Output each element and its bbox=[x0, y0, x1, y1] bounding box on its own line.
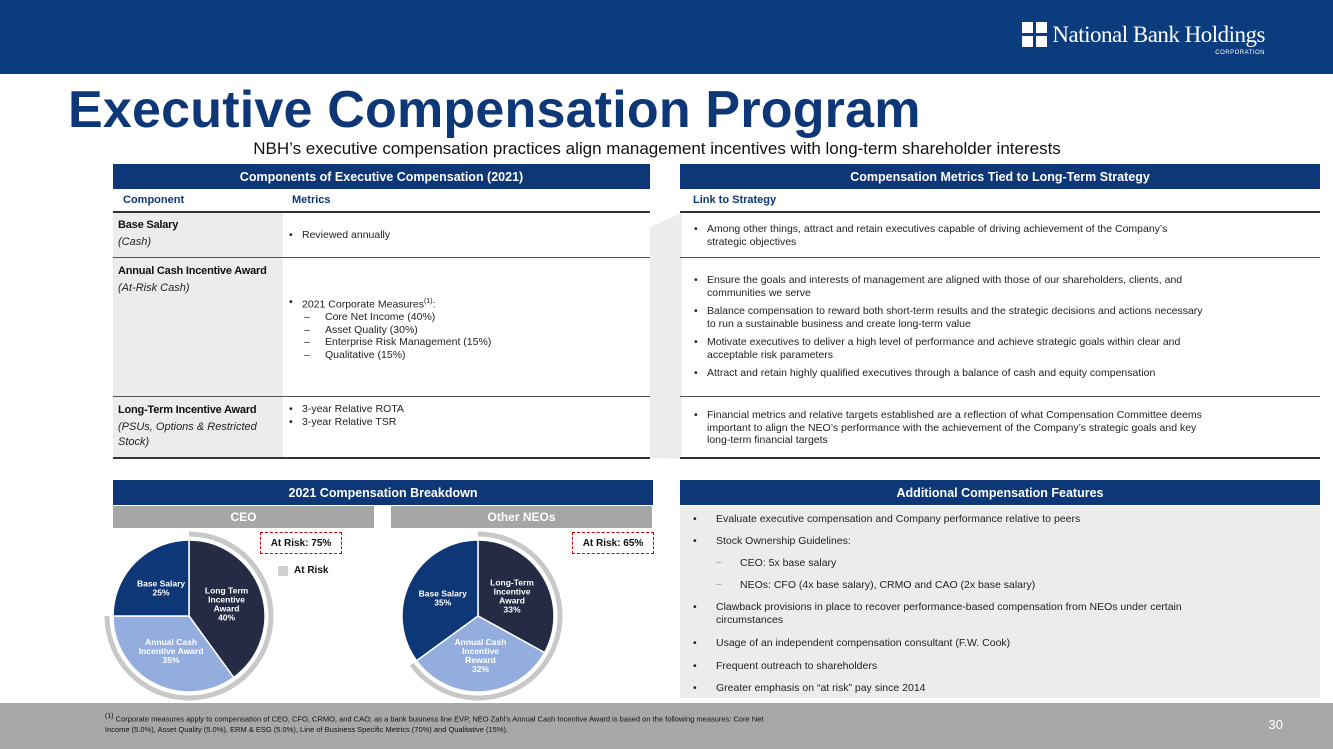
neo-pie-chart bbox=[393, 531, 563, 701]
page-number: 30 bbox=[1268, 717, 1283, 732]
bullet: • bbox=[693, 601, 697, 613]
feature-subitem: CEO: 5x base salary bbox=[740, 557, 837, 569]
breakdown-header: 2021 Compensation Breakdown bbox=[113, 480, 653, 505]
strategy-row-1 bbox=[693, 223, 1208, 248]
list-item: • Reviewed annually bbox=[288, 229, 638, 242]
dash: – bbox=[716, 557, 722, 568]
lti-title: Long-Term Incentive Award bbox=[118, 404, 257, 416]
ceo-pie-chart bbox=[104, 531, 274, 701]
footnote-ref: (1) bbox=[424, 298, 433, 305]
slice-label-line: Award bbox=[499, 595, 525, 606]
bullet: • bbox=[693, 535, 697, 547]
feature-item: Greater emphasis on “at risk” pay since 2014 bbox=[716, 682, 926, 694]
slice-label-line: Base Salary bbox=[418, 588, 467, 599]
brand-logo[interactable] bbox=[1022, 22, 1265, 56]
measures-colon: : bbox=[432, 298, 436, 311]
neo-subheader: Other NEOs bbox=[391, 506, 652, 528]
slice-label-line: Long Term bbox=[204, 585, 249, 596]
annual-cash-metrics bbox=[288, 296, 638, 361]
strategy-row-3 bbox=[693, 409, 1208, 447]
footnote bbox=[105, 712, 785, 735]
footnote-marker: (1) bbox=[105, 713, 114, 720]
slice-label-line: Base Salary bbox=[136, 578, 186, 589]
page-title: Executive Compensation Program bbox=[68, 81, 921, 139]
ceo-at-risk-badge: At Risk: 75% bbox=[260, 532, 342, 554]
list-subitem: – Enterprise Risk Management (15%) bbox=[288, 336, 638, 349]
feature-item: Stock Ownership Guidelines: bbox=[716, 535, 851, 547]
lti-sub: (PSUs, Options & Restricted Stock) bbox=[118, 421, 257, 448]
list-item: • Balance compensation to reward both short-term results and the strategic decisions and actions necessary to run a sustainable business and create long-term value bbox=[693, 305, 1208, 330]
slice-label-line: Long-Term bbox=[490, 577, 534, 588]
connector-shape bbox=[650, 213, 682, 459]
slice-label-line: Annual Cash bbox=[145, 637, 198, 648]
slice-label-line: Incentive Award bbox=[138, 646, 204, 657]
base-salary-sub: (Cash) bbox=[118, 236, 152, 248]
legend-label: At Risk bbox=[294, 565, 329, 576]
base-salary-metrics bbox=[288, 229, 638, 242]
slice-label-line: 25% bbox=[152, 587, 170, 598]
slice-label-line: 35% bbox=[434, 597, 452, 608]
slice-label-line: Incentive bbox=[493, 586, 531, 597]
col-link: Link to Strategy bbox=[693, 194, 777, 206]
slice-label-line: 40% bbox=[218, 612, 236, 623]
four-squares-logo-icon bbox=[1022, 22, 1047, 47]
divider bbox=[113, 457, 650, 459]
list-item: • Motivate executives to deliver a high level of performance and achieve strategic goals within clear and acceptable risk parameters bbox=[693, 336, 1208, 361]
feature-item: Frequent outreach to shareholders bbox=[716, 660, 878, 672]
ceo-subheader: CEO bbox=[113, 506, 374, 528]
divider bbox=[680, 457, 1320, 459]
feature-item: Usage of an independent compensation consultant (F.W. Cook) bbox=[716, 637, 1011, 649]
slice-label-line: Reward bbox=[465, 654, 496, 665]
neo-at-risk-badge: At Risk: 65% bbox=[572, 532, 654, 554]
measures-label: 2021 Corporate Measures bbox=[302, 298, 424, 311]
list-item: • 3-year Relative ROTA bbox=[288, 403, 638, 416]
divider bbox=[680, 257, 1320, 258]
feature-item: Clawback provisions in place to recover performance-based compensation from NEOs under certain circumstances bbox=[716, 601, 1182, 626]
annual-cash-sub: (At-Risk Cash) bbox=[118, 282, 190, 294]
legend-swatch bbox=[278, 566, 288, 576]
feature-subitem: NEOs: CFO (4x base salary), CRMO and CAO (2x base salary) bbox=[740, 579, 1036, 591]
list-item: • Attract and retain highly qualified executives through a balance of cash and equity compensation bbox=[693, 367, 1208, 380]
list-subitem: – Core Net Income (40%) bbox=[288, 311, 638, 324]
lti-metrics bbox=[288, 403, 638, 428]
col-metrics: Metrics bbox=[292, 194, 331, 206]
row-bg bbox=[113, 258, 283, 396]
list-item bbox=[288, 296, 638, 311]
slice-label-line: Annual Cash bbox=[454, 636, 507, 647]
bullet: • bbox=[693, 660, 697, 672]
features-header: Additional Compensation Features bbox=[680, 480, 1320, 505]
list-item: • 3-year Relative TSR bbox=[288, 416, 638, 429]
dash: – bbox=[716, 579, 722, 590]
list-item: • Among other things, attract and retain executives capable of driving achievement of the Company’s strategic objectives bbox=[693, 223, 1208, 248]
feature-item: Evaluate executive compensation and Company performance relative to peers bbox=[716, 513, 1081, 525]
slice-label-line: 32% bbox=[471, 663, 489, 674]
slice-label-line: Incentive bbox=[208, 594, 246, 605]
slice-label-line: Award bbox=[213, 603, 240, 614]
components-header: Components of Executive Compensation (2021) bbox=[113, 164, 650, 189]
brand-sub: CORPORATION bbox=[1215, 50, 1265, 56]
bullet: • bbox=[693, 637, 697, 649]
list-subitem: – Qualitative (15%) bbox=[288, 349, 638, 362]
divider bbox=[680, 211, 1320, 213]
strategy-row-2 bbox=[693, 274, 1208, 380]
base-salary-title: Base Salary bbox=[118, 219, 179, 231]
list-subitem: – Asset Quality (30%) bbox=[288, 324, 638, 337]
page-subtitle: NBH’s executive compensation practices align management incentives with long-term shareholder interests bbox=[253, 139, 1061, 158]
list-item: • Ensure the goals and interests of management are aligned with those of our shareholders, clients, and communities we serve bbox=[693, 274, 1208, 299]
footnote-text: Corporate measures apply to compensation of CEO, CFO, CRMO, and CAO; as a bank business line EVP, NEO Zahl’s Annual Cash Incentive Award is based on the following measures: Core Net Income (5.0%), Asset Quality (5.0%), ERM & ESG (5.0%), Line of Business Specific Metrics (70%) and Qualitative (15%). bbox=[105, 714, 764, 734]
divider bbox=[680, 396, 1320, 397]
annual-cash-title: Annual Cash Incentive Award bbox=[118, 265, 267, 277]
bullet: • bbox=[693, 513, 697, 525]
brand-name: National Bank Holdings bbox=[1052, 22, 1265, 47]
slice-label-line: 35% bbox=[162, 655, 180, 666]
list-item: • Financial metrics and relative targets established are a reflection of what Compensation Committee deems important to align the NEO’s performance with the achievement of the Company’s strategic goals and key long-term financial targets bbox=[693, 409, 1208, 447]
top-banner bbox=[0, 0, 1333, 74]
col-component: Component bbox=[123, 194, 185, 206]
slice-label-line: 33% bbox=[503, 604, 521, 615]
bullet: • bbox=[693, 682, 697, 694]
slice-label-line: Incentive bbox=[462, 645, 499, 656]
strategy-header: Compensation Metrics Tied to Long-Term Strategy bbox=[680, 164, 1320, 189]
